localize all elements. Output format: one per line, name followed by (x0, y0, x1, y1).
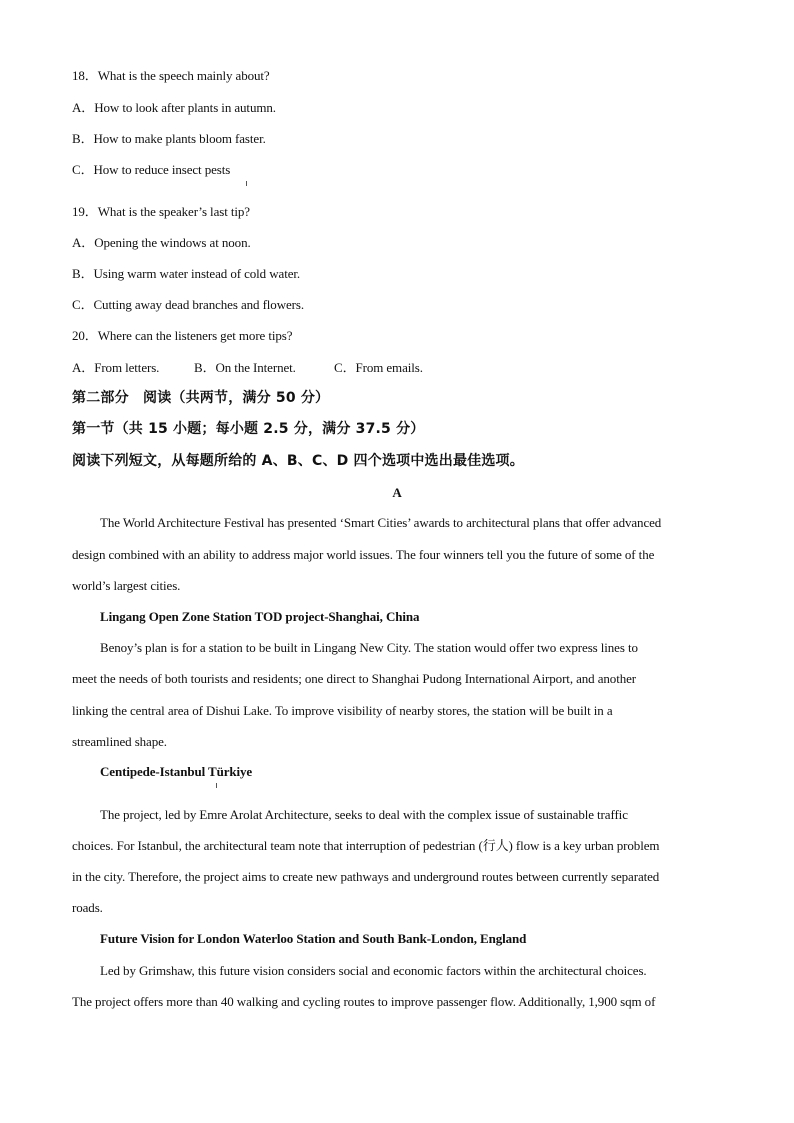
section-centipede-line: choices. For Istanbul, the architectural team note that interruption of pedestrian (行人) flow is a key urban problem (72, 838, 660, 853)
question-18-option-c: C．How to reduce insect pests (72, 162, 231, 177)
section-centipede-line: in the city. Therefore, the project aims to create new pathways and underground routes between currently separated (72, 869, 660, 884)
part2-title: 第二部分 阅读（共两节，满分 50 分） (72, 390, 330, 406)
part2-section1-title: 第一节（共 15 小题；每小题 2.5 分，满分 37.5 分） (72, 421, 425, 437)
question-20-options (72, 359, 423, 377)
section-lingang-line: streamlined shape. (72, 734, 167, 749)
question-19-option-c: C．Cutting away dead branches and flowers. (72, 297, 305, 312)
passage-intro-line: The World Architecture Festival has presented ‘Smart Cities’ awards to architectural plans that offer advanced (100, 515, 662, 530)
part2-instruction: 阅读下列短文，从每题所给的 A、B、C、D 四个选项中选出最佳选项。 (72, 453, 524, 469)
question-20-option-a: A．From letters. (72, 360, 160, 375)
question-18-stem: 18．What is the speech mainly about? (72, 68, 270, 83)
question-19-option-a: A．Opening the windows at noon. (72, 235, 251, 250)
stray-mark (216, 783, 217, 788)
question-18-option-b: B．How to make plants bloom faster. (72, 131, 266, 146)
section-heading-lingang: Lingang Open Zone Station TOD project-Shanghai, China (100, 609, 420, 624)
question-18-option-a: A．How to look after plants in autumn. (72, 100, 276, 115)
question-20-stem: 20．Where can the listeners get more tips? (72, 328, 293, 343)
question-19-option-b: B．Using warm water instead of cold water. (72, 266, 301, 281)
question-20-option-b: B．On the Internet. (194, 360, 296, 375)
passage-intro-line: design combined with an ability to address major world issues. The four winners tell you the future of some of the (72, 547, 655, 562)
stray-mark (246, 181, 247, 186)
section-heading-centipede: Centipede-Istanbul Türkiye (100, 764, 253, 779)
section-lingang-line: linking the central area of Dishui Lake. To improve visibility of nearby stores, the station will be built in a (72, 703, 613, 718)
section-lingang-line: Benoy’s plan is for a station to be built in Lingang New City. The station would offer two express lines to (100, 640, 638, 655)
passage-intro-line: world’s largest cities. (72, 578, 181, 593)
section-london-line: Led by Grimshaw, this future vision considers social and economic factors within the architectural choices. (100, 963, 647, 978)
section-heading-london: Future Vision for London Waterloo Station and South Bank-London, England (100, 931, 527, 946)
passage-label: A (392, 485, 402, 500)
section-lingang-line: meet the needs of both tourists and residents; one direct to Shanghai Pudong International Airport, and another (72, 671, 637, 686)
section-centipede-line: The project, led by Emre Arolat Architecture, seeks to deal with the complex issue of sustainable traffic (100, 807, 628, 822)
section-centipede-line: roads. (72, 900, 103, 915)
question-19-stem: 19．What is the speaker’s last tip? (72, 204, 250, 219)
question-20-option-c: C．From emails. (334, 360, 423, 375)
section-london-line: The project offers more than 40 walking and cycling routes to improve passenger flow. Additionally, 1,900 sqm of (72, 994, 656, 1009)
